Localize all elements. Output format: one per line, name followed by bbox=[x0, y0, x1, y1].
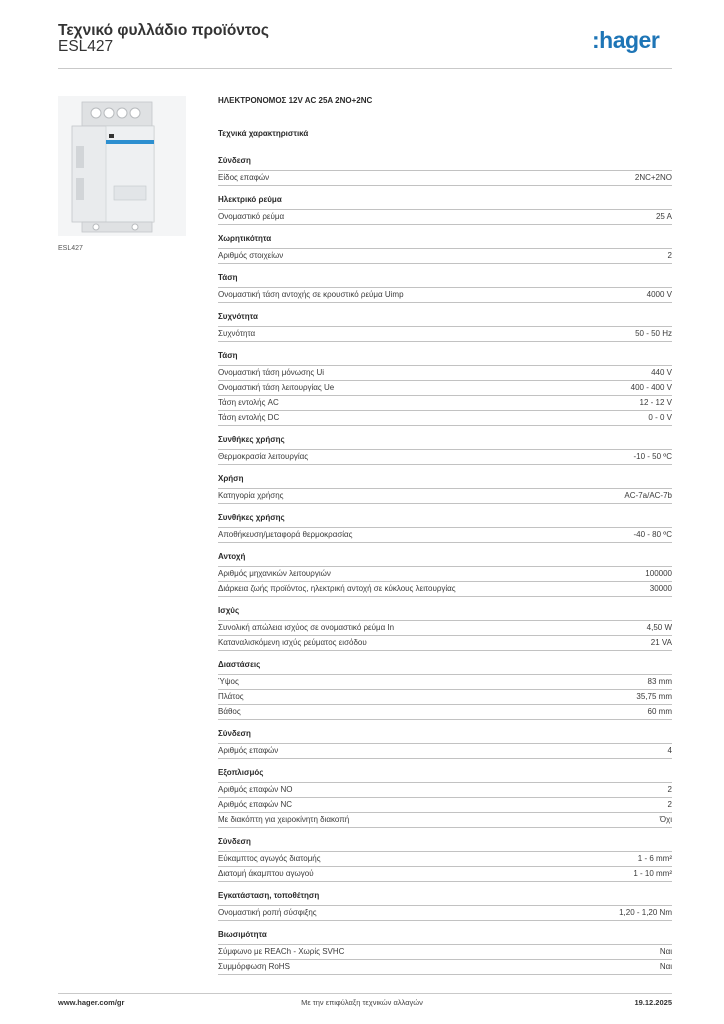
spec-label: Σύμφωνο με REACh - Χωρίς SVHC bbox=[218, 947, 345, 956]
spec-value: 400 - 400 V bbox=[630, 383, 672, 392]
spec-row bbox=[218, 743, 672, 758]
spec-label: Αριθμός μηχανικών λειτουργιών bbox=[218, 569, 331, 578]
spec-row bbox=[218, 704, 672, 719]
spec-label: Ονομαστική τάση αντοχής σε κρουστικό ρεύμα Uimp bbox=[218, 290, 404, 299]
section-divider bbox=[218, 596, 672, 597]
logo-text: hager bbox=[599, 27, 660, 53]
spec-row bbox=[218, 866, 672, 881]
section-heading: Χρήση bbox=[218, 474, 244, 483]
spec-row bbox=[218, 326, 672, 341]
spec-label: Ύψος bbox=[218, 677, 239, 686]
hager-logo: :hager bbox=[592, 27, 660, 53]
spec-label: Συνολική απώλεια ισχύος σε ονομαστικό ρεύμα In bbox=[218, 623, 395, 632]
spec-label: Διάρκεια ζωής προϊόντος, ηλεκτρική αντοχή σε κύκλους λειτουργίας bbox=[218, 584, 456, 593]
spec-row bbox=[218, 209, 672, 224]
spec-row bbox=[218, 380, 672, 395]
section-divider bbox=[218, 827, 672, 828]
spec-row bbox=[218, 488, 672, 503]
spec-label: Με διακόπτη για χειροκίνητη διακοπή bbox=[218, 815, 350, 824]
spec-label: Συχνότητα bbox=[218, 329, 256, 338]
spec-label: Αριθμός επαφών bbox=[218, 746, 279, 755]
spec-value: Ναι bbox=[659, 947, 672, 956]
document-title: Τεχνικό φυλλάδιο προϊόντος bbox=[58, 22, 269, 39]
spec-value: AC-7a/AC-7b bbox=[624, 491, 672, 500]
section-heading: Ηλεκτρικό ρεύμα bbox=[218, 195, 282, 204]
spec-value: 4 bbox=[667, 746, 672, 755]
spec-label: Εύκαμπτος αγωγός διατομής bbox=[218, 854, 321, 863]
image-caption: ESL427 bbox=[58, 245, 83, 252]
spec-row bbox=[218, 365, 672, 380]
section-divider bbox=[218, 920, 672, 921]
section-divider bbox=[218, 503, 672, 504]
spec-label: Τάση εντολής AC bbox=[218, 398, 279, 407]
section-heading: Συνθήκες χρήσης bbox=[218, 435, 285, 444]
spec-value: 2NC+2NO bbox=[634, 173, 672, 182]
section-divider bbox=[218, 758, 672, 759]
section-heading: Τάση bbox=[218, 351, 238, 360]
section-heading: Βιωσιμότητα bbox=[218, 930, 267, 939]
spec-value: 0 - 0 V bbox=[648, 413, 672, 422]
spec-value: 2 bbox=[667, 251, 672, 260]
spec-label: Ονομαστικό ρεύμα bbox=[218, 212, 285, 221]
spec-value: 35,75 mm bbox=[636, 692, 672, 701]
spec-row bbox=[218, 635, 672, 650]
spec-value: 2 bbox=[667, 800, 672, 809]
spec-row bbox=[218, 689, 672, 704]
section-heading: Εγκατάσταση, τοποθέτηση bbox=[218, 891, 320, 900]
section-heading: Τάση bbox=[218, 273, 238, 282]
section-divider bbox=[218, 542, 672, 543]
spec-value: 100000 bbox=[645, 569, 672, 578]
spec-row bbox=[218, 959, 672, 974]
spec-label: Αριθμός στοιχείων bbox=[218, 251, 284, 260]
spec-label: Συμμόρφωση RoHS bbox=[218, 962, 290, 971]
spec-value: Όχι bbox=[659, 815, 672, 824]
product-image bbox=[58, 96, 186, 236]
section-heading: Εξοπλισμός bbox=[218, 768, 264, 777]
spec-row bbox=[218, 944, 672, 959]
spec-row bbox=[218, 410, 672, 425]
spec-label: Αποθήκευση/μεταφορά θερμοκρασίας bbox=[218, 530, 353, 539]
section-heading: Σύνδεση bbox=[218, 729, 251, 738]
spec-value: 50 - 50 Hz bbox=[635, 329, 672, 338]
section-divider bbox=[218, 881, 672, 882]
spec-value: 2 bbox=[667, 785, 672, 794]
spec-label: Ονομαστική ροπή σύσφιξης bbox=[218, 908, 317, 917]
footer-divider bbox=[58, 993, 672, 994]
product-name: ΗΛΕΚΤΡΟΝΟΜΟΣ 12V AC 25A 2NO+2NC bbox=[218, 96, 373, 105]
spec-label: Καταναλισκόμενη ισχύς ρεύματος εισόδου bbox=[218, 638, 367, 647]
spec-label: Βάθος bbox=[218, 707, 241, 716]
spec-label: Αριθμός επαφών NO bbox=[218, 785, 293, 794]
spec-row bbox=[218, 566, 672, 581]
spec-row bbox=[218, 581, 672, 596]
spec-row bbox=[218, 170, 672, 185]
section-divider bbox=[218, 302, 672, 303]
spec-label: Κατηγορία χρήσης bbox=[218, 491, 284, 500]
section-divider bbox=[218, 263, 672, 264]
spec-label: Διατομή άκαμπτου αγωγού bbox=[218, 869, 314, 878]
spec-value: 440 V bbox=[651, 368, 672, 377]
product-code: ESL427 bbox=[58, 38, 114, 55]
spec-row bbox=[218, 395, 672, 410]
spec-label: Είδος επαφών bbox=[218, 173, 270, 182]
spec-value: -40 - 80 ºC bbox=[633, 530, 672, 539]
spec-label: Τάση εντολής DC bbox=[218, 413, 280, 422]
spec-row bbox=[218, 527, 672, 542]
section-heading: Σύνδεση bbox=[218, 837, 251, 846]
spec-value: 21 VA bbox=[650, 638, 672, 647]
spec-row bbox=[218, 449, 672, 464]
section-heading: Συχνότητα bbox=[218, 312, 258, 321]
spec-value: 1,20 - 1,20 Nm bbox=[619, 908, 672, 917]
spec-label: Αριθμός επαφών NC bbox=[218, 800, 293, 809]
spec-label: Πλάτος bbox=[218, 692, 244, 701]
spec-row bbox=[218, 287, 672, 302]
spec-value: 1 - 6 mm² bbox=[637, 854, 672, 863]
spec-row bbox=[218, 782, 672, 797]
spec-label: Ονομαστική τάση λειτουργίας Ue bbox=[218, 383, 335, 392]
spec-value: 12 - 12 V bbox=[639, 398, 672, 407]
footer-website-link[interactable]: www.hager.com/gr bbox=[58, 998, 125, 1007]
spec-row bbox=[218, 797, 672, 812]
section-heading: Συνθήκες χρήσης bbox=[218, 513, 285, 522]
spec-row bbox=[218, 812, 672, 827]
footer-notice: Με την επιφύλαξη τεχνικών αλλαγών bbox=[301, 998, 423, 1007]
tech-specs-heading: Τεχνικά χαρακτηριστικά bbox=[218, 129, 309, 138]
spec-label: Ονομαστική τάση μόνωσης Ui bbox=[218, 368, 325, 377]
spec-row bbox=[218, 620, 672, 635]
section-divider bbox=[218, 341, 672, 342]
section-heading: Χωρητικότητα bbox=[218, 234, 272, 243]
header-divider bbox=[58, 68, 672, 69]
section-heading: Ισχύς bbox=[218, 606, 240, 615]
section-divider bbox=[218, 425, 672, 426]
spec-value: -10 - 50 ºC bbox=[633, 452, 672, 461]
section-divider bbox=[218, 650, 672, 651]
spec-value: Ναι bbox=[659, 962, 672, 971]
spec-value: 4000 V bbox=[646, 290, 672, 299]
spec-value: 83 mm bbox=[647, 677, 672, 686]
spec-value: 1 - 10 mm² bbox=[633, 869, 672, 878]
section-heading: Αντοχή bbox=[218, 552, 246, 561]
spec-value: 30000 bbox=[649, 584, 672, 593]
section-divider bbox=[218, 974, 672, 975]
spec-row bbox=[218, 851, 672, 866]
section-divider bbox=[218, 224, 672, 225]
section-divider bbox=[218, 719, 672, 720]
spec-row bbox=[218, 248, 672, 263]
footer-date: 19.12.2025 bbox=[634, 998, 672, 1007]
spec-value: 4,50 W bbox=[646, 623, 672, 632]
spec-row bbox=[218, 905, 672, 920]
spec-value: 60 mm bbox=[647, 707, 672, 716]
section-heading: Σύνδεση bbox=[218, 156, 251, 165]
spec-row bbox=[218, 674, 672, 689]
spec-label: Θερμοκρασία λειτουργίας bbox=[218, 452, 309, 461]
spec-value: 25 A bbox=[655, 212, 672, 221]
section-divider bbox=[218, 464, 672, 465]
section-divider bbox=[218, 185, 672, 186]
section-heading: Διαστάσεις bbox=[218, 660, 261, 669]
